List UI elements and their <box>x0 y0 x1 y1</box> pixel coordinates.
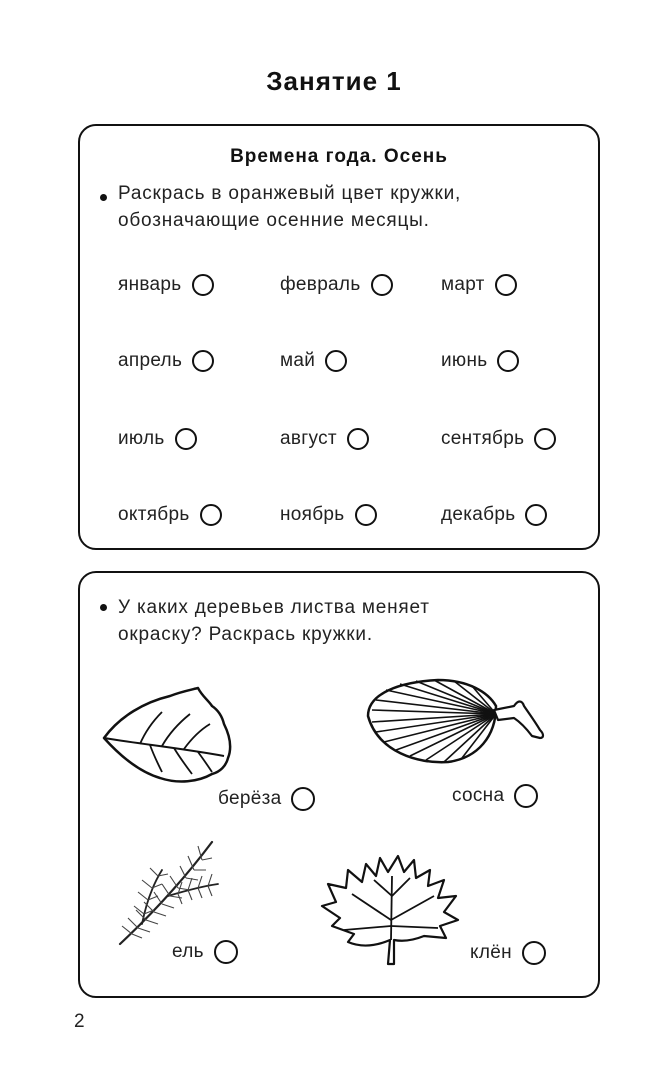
color-circle[interactable] <box>192 350 214 372</box>
color-circle[interactable] <box>522 941 546 965</box>
tree-pine <box>452 784 538 808</box>
color-circle[interactable] <box>325 350 347 372</box>
month-july <box>118 428 197 450</box>
bullet-icon <box>100 194 107 201</box>
month-label: ноябрь <box>280 504 345 525</box>
color-circle[interactable] <box>514 784 538 808</box>
pine-branch-icon <box>358 676 550 768</box>
month-label: март <box>441 274 485 295</box>
instruction-line: У каких деревьев листва меняет <box>118 597 430 618</box>
instruction-line: окраску? Раскрась кружки. <box>118 624 373 645</box>
month-march <box>441 274 517 296</box>
page-title: Занятие 1 <box>266 66 402 96</box>
months-instruction <box>118 180 461 234</box>
month-label: декабрь <box>441 504 516 525</box>
color-circle[interactable] <box>192 274 214 296</box>
month-october <box>118 504 222 526</box>
color-circle[interactable] <box>175 428 197 450</box>
tree-maple <box>470 941 546 965</box>
bullet-icon <box>100 604 107 611</box>
month-january <box>118 274 214 296</box>
color-circle[interactable] <box>525 504 547 526</box>
tree-spruce <box>172 940 238 964</box>
month-label: июль <box>118 428 165 449</box>
tree-label: сосна <box>452 785 505 806</box>
color-circle[interactable] <box>534 428 556 450</box>
color-circle[interactable] <box>497 350 519 372</box>
month-label: июнь <box>441 350 488 371</box>
spruce-branch-icon <box>112 832 224 950</box>
month-label: январь <box>118 274 182 295</box>
month-february <box>280 274 393 296</box>
month-label: сентябрь <box>441 428 525 449</box>
month-november <box>280 504 377 526</box>
instruction-line: обозначающие осенние месяцы. <box>118 210 430 231</box>
month-august <box>280 428 369 450</box>
month-april <box>118 350 214 372</box>
tree-label: ель <box>172 941 204 962</box>
tree-label: берёза <box>218 788 282 809</box>
color-circle[interactable] <box>291 787 315 811</box>
tree-birch <box>218 787 315 811</box>
month-september <box>441 428 556 450</box>
color-circle[interactable] <box>355 504 377 526</box>
color-circle[interactable] <box>495 274 517 296</box>
month-label: август <box>280 428 337 449</box>
maple-leaf-icon <box>318 836 464 976</box>
color-circle[interactable] <box>371 274 393 296</box>
color-circle[interactable] <box>200 504 222 526</box>
section-subtitle: Времена года. Осень <box>230 146 448 167</box>
month-label: апрель <box>118 350 183 371</box>
month-may <box>280 350 347 372</box>
instruction-line: Раскрась в оранжевый цвет кружки, <box>118 183 462 204</box>
birch-leaf-icon <box>100 686 235 786</box>
month-label: май <box>280 350 316 371</box>
page-number: 2 <box>74 1011 85 1032</box>
month-december <box>441 504 547 526</box>
month-label: февраль <box>280 274 361 295</box>
trees-instruction <box>118 594 430 648</box>
color-circle[interactable] <box>214 940 238 964</box>
month-june <box>441 350 519 372</box>
color-circle[interactable] <box>347 428 369 450</box>
month-label: октябрь <box>118 504 190 525</box>
tree-label: клён <box>470 942 512 963</box>
